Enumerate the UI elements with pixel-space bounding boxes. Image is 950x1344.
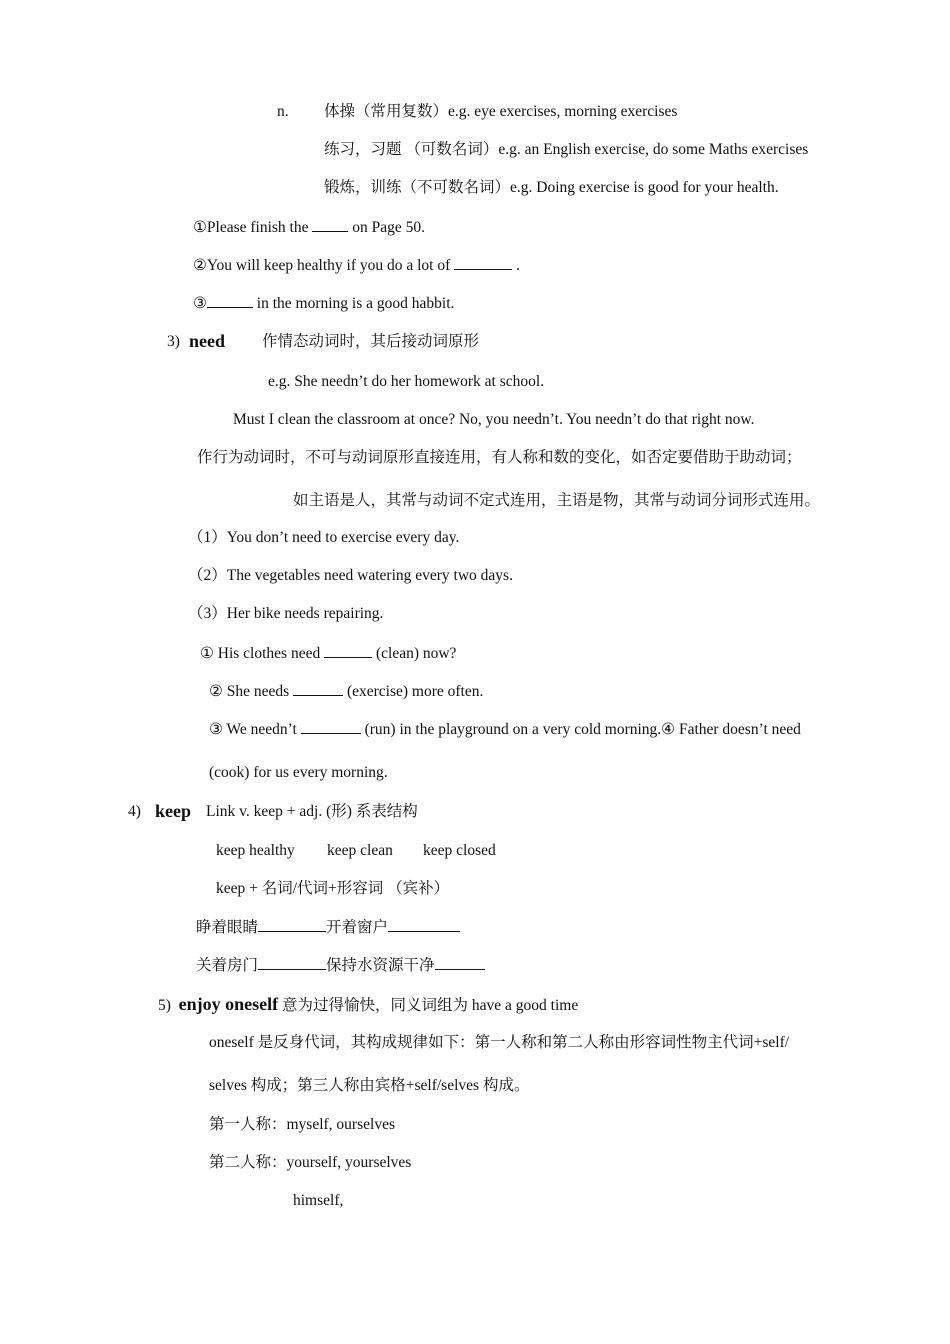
oneself-rule-2: selves 构成；第三人称由宾格+self/selves 构成。 [209,1077,530,1094]
need-example-1: e.g. She needn’t do her homework at school. [268,373,545,390]
enjoy-desc: 意为过得愉快，同义词组为 have a good time [278,997,579,1014]
sense-training: 锻炼，训练（不可数名词）e.g. Doing exercise is good for your health. [324,179,779,196]
heading-enjoy-oneself: enjoy oneself [178,994,279,1014]
answer-blank[interactable] [258,955,326,970]
need-example-2: Must I clean the classroom at once? No, you needn’t. You needn’t do that right now. [233,411,755,428]
third-person-forms: himself, [293,1192,344,1209]
heading-need: need [189,331,225,351]
section-number-4: 4) [128,803,141,820]
keep-example-clean: keep clean [327,842,393,859]
need-sentence-3: （3）Her bike needs repairing. [188,605,384,622]
keep-example-closed: keep closed [423,842,496,859]
need-sentence-1: （1）You don’t need to exercise every day. [188,529,460,546]
answer-blank[interactable] [454,255,512,270]
second-person-forms: 第二人称：yourself, yourselves [209,1154,412,1171]
answer-blank[interactable] [324,643,372,658]
section-number-5: 5) enjoy oneself 意为过得愉快，同义词组为 have a good time [158,994,579,1014]
oneself-rule-1: oneself 是反身代词，其构成规律如下：第一人称和第二人称由形容词性物主代词+self/ [209,1034,790,1051]
need-modal-desc: 作情态动词时，其后接动词原形 [262,333,480,350]
need-rule-2: 如主语是人，其常与动词不定式连用，主语是物，其常与动词分词形式连用。 [293,492,821,509]
answer-blank[interactable] [207,293,253,308]
exercise-question-2: ②You will keep healthy if you do a lot of . [193,257,520,274]
first-person-forms: 第一人称：myself, ourselves [209,1116,395,1133]
pos-label: n. [277,103,289,120]
heading-keep: keep [155,801,191,821]
answer-blank[interactable] [293,681,343,696]
keep-translate-row-2: 关着房门 保持水资源干净 [196,955,485,976]
need-question-1: ① His clothes need (clean) now? [200,645,457,662]
keep-translate-row-1: 睁着眼睛 开着窗户 [196,917,460,938]
keep-pattern: keep + 名词/代词+形容词 （宾补） [216,880,450,897]
sense-gymnastics: 体操（常用复数）e.g. eye exercises, morning exercises [324,103,678,120]
need-question-4-continued: (cook) for us every morning. [209,764,388,781]
exercise-question-3: ③ in the morning is a good habbit. [193,295,455,312]
need-sentence-2: （2）The vegetables need watering every two days. [188,567,513,584]
answer-blank[interactable] [388,917,460,932]
need-question-2: ② She needs (exercise) more often. [209,683,484,700]
answer-blank[interactable] [435,955,485,970]
keep-example-healthy: keep healthy [216,842,295,859]
answer-blank[interactable] [301,719,361,734]
need-rule-1: 作行为动词时，不可与动词原形直接连用，有人称和数的变化，如否定要借助于助动词； [197,449,802,466]
answer-blank[interactable] [258,917,326,932]
section-number-3: 3) [167,333,180,350]
exercise-question-1: ①Please finish the on Page 50. [193,219,426,236]
answer-blank[interactable] [312,217,348,232]
need-question-3: ③ We needn’t (run) in the playground on a very cold morning.④ Father doesn’t need [209,721,801,738]
keep-desc: Link v. keep + adj. (形) 系表结构 [206,803,418,820]
sense-practice: 练习，习题 （可数名词）e.g. an English exercise, do some Maths exercises [324,141,809,158]
